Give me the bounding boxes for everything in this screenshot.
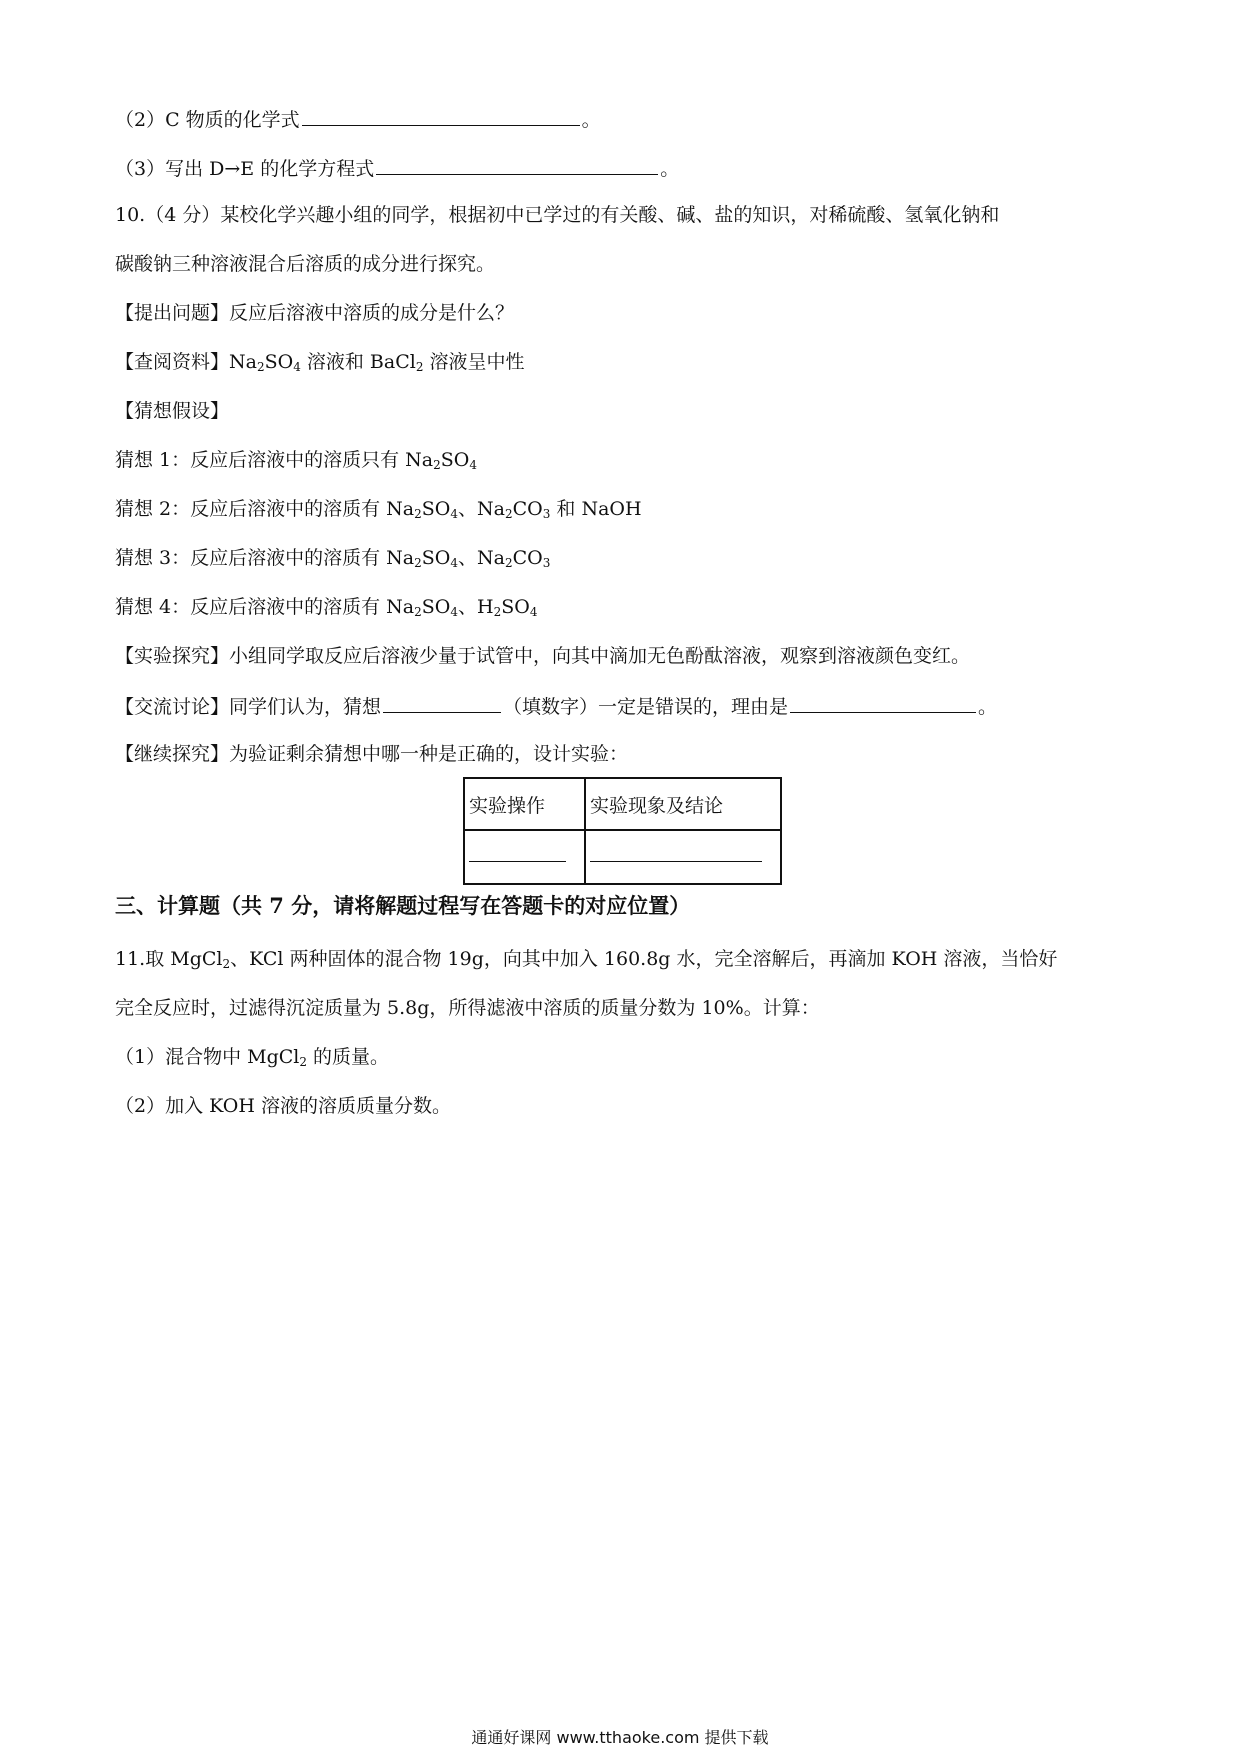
- q11-part1: （1）混合物中 MgCl$_2$ 的质量。: [115, 1046, 390, 1069]
- q10-guess2: 猜想 2：反应后溶液中的溶质有 $Na_2SO_4$、$Na_2CO_3$ 和 NaOH: [115, 498, 642, 521]
- table-header-row: [464, 778, 781, 830]
- q10-discussion: 【交流讨论】同学们认为，猜想 （填数字）一定是错误的，理由是 。: [115, 692, 997, 720]
- q10-guess3: 猜想 3：反应后溶液中的溶质有 $Na_2SO_4$、$Na_2CO_3$: [115, 547, 551, 570]
- reason-blank[interactable]: [790, 692, 976, 713]
- q10-intro-line2: 碳酸钠三种溶液混合后溶质的成分进行探究。: [115, 253, 496, 275]
- answer-blank[interactable]: [302, 105, 580, 126]
- section-title: 三、计算题（共 7 分，请将解题过程写在答题卡的对应位置）: [115, 893, 691, 918]
- footer-credit: 通通好课网 www.tthaoke.com 提供下载: [471, 1728, 769, 1747]
- q11-part2: （2）加入 KOH 溶液的溶质质量分数。: [115, 1095, 451, 1117]
- q10-reference: 【查阅资料】$Na_2SO_4$ 溶液和 BaCl$_2$ 溶液呈中性: [115, 351, 525, 374]
- q10-question: 【提出问题】反应后溶液中溶质的成分是什么？: [115, 302, 515, 324]
- q9-part3-text: （3）写出 D→E 的化学方程式: [115, 158, 375, 180]
- table-row: [464, 830, 781, 884]
- q9-part2-text: （2）C 物质的化学式: [115, 109, 300, 131]
- q9-part2: （2）C 物质的化学式 。: [115, 105, 601, 133]
- q9-part3: （3）写出 D→E 的化学方程式 。: [115, 154, 679, 182]
- answer-line: [469, 861, 566, 862]
- guess-number-blank[interactable]: [383, 692, 501, 713]
- answer-blank[interactable]: [376, 154, 658, 175]
- q10-experiment: 【实验探究】小组同学取反应后溶液少量于试管中，向其中滴加无色酚酞溶液，观察到溶液颜色变红。: [115, 645, 971, 667]
- q11-line1: 11.取 MgCl$_2$、KCl 两种固体的混合物 19g，向其中加入 160.8g 水，完全溶解后，再滴加 KOH 溶液，当恰好: [115, 948, 1058, 971]
- operation-cell[interactable]: [464, 830, 585, 884]
- q10-hypothesis-title: 【猜想假设】: [115, 400, 230, 422]
- table-header-operation: 实验操作: [464, 778, 585, 830]
- experiment-table: [463, 777, 782, 885]
- q10-guess1: 猜想 1：反应后溶液中的溶质只有 $Na_2SO_4$: [115, 449, 477, 472]
- q11-line2: 完全反应时，过滤得沉淀质量为 5.8g，所得滤液中溶质的质量分数为 10%。计算：: [115, 997, 820, 1019]
- table-header-result: 实验现象及结论: [585, 778, 781, 830]
- q10-intro-line1: 10.（4 分）某校化学兴趣小组的同学，根据初中已学过的有关酸、碱、盐的知识，对稀硫酸、氢氧化钠和: [115, 204, 1000, 226]
- answer-line: [590, 861, 762, 862]
- result-cell[interactable]: [585, 830, 781, 884]
- q10-guess4: 猜想 4：反应后溶液中的溶质有 $Na_2SO_4$、$H_2SO_4$: [115, 596, 538, 619]
- q10-continue: 【继续探究】为验证剩余猜想中哪一种是正确的，设计实验：: [115, 743, 629, 765]
